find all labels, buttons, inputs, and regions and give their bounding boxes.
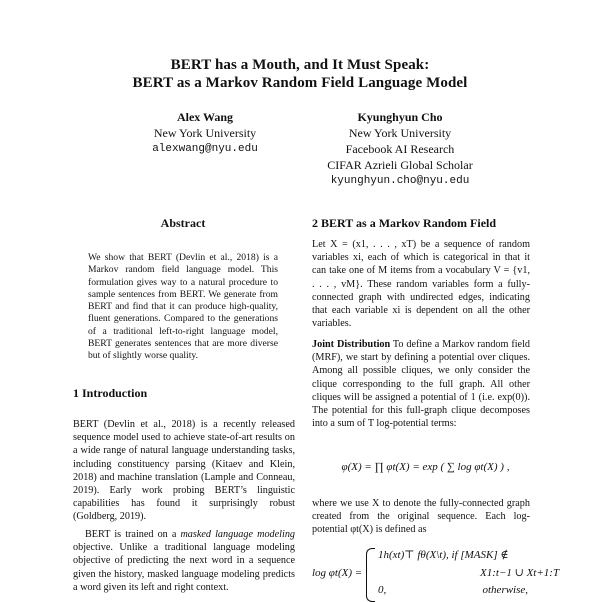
title-line-2: BERT as a Markov Random Field Language Model [132, 75, 468, 91]
author-name: Alex Wang [176, 110, 234, 124]
equation-2-case-2: 0, otherwise, [378, 584, 529, 596]
joint-distribution-paragraph [312, 338, 530, 430]
abstract-heading: Abstract [160, 216, 206, 230]
intro-paragraph-2 [73, 528, 295, 594]
after-equation-text: where we use X to denote the fully-connected graph created from the original sequence. Each log-potential φt(X) is defined as [312, 498, 530, 536]
abstract-text: We show that BERT (Devlin et al., 2018) is a Markov random field language model. This formulation gives way to a natural procedure to sample sentences from BERT. We generate from BERT and find that it can produce high-quality, fluent generations. Compared to the generations of a traditional left-to-right language model, BERT generates sentences that are more diverse but of slightly worse quality. [88, 252, 278, 362]
section-heading-introduction: 1 Introduction [73, 386, 148, 400]
text-run: objective. Unlike a traditional language modeling objective of predicting the next word in a sequence given the history, masked language modeling predicts a word given its left and right context. [73, 542, 295, 593]
paragraph-text: To define a Markov random field (MRF), we start by defining a potential over cliques. Among all possible cliques, we only consider the clique corresponding to the full graph. All other cliques will be assigned a potential of 1 (i.e. exp(0)). The potential for this full-graph clique decomposes into a sum of T log-potential terms: [312, 339, 530, 430]
text-run: BERT is trained on a [85, 529, 181, 540]
equation-1: φ(X) = ∏ φt(X) = exp ( ∑ log φt(X) ) , [341, 461, 510, 473]
equation-2-case-1: 1h(xt)⊤ fθ(X\t), if [MASK] ∉ [378, 549, 509, 561]
author-affiliation: New York University [348, 126, 452, 140]
author-affiliation: Facebook AI Research [345, 142, 455, 156]
equation-2-case-1-condition: X1:t−1 ∪ Xt+1:T [480, 567, 560, 579]
paragraph-heading: Joint Distribution [312, 339, 391, 350]
intro-paragraph-1: BERT (Devlin et al., 2018) is a recently released sequence model used to achieve state-of-art results on a wide range of natural language understanding tasks, including constituency parsing (Kitaev and Klein, 2018) and machine translation (Lample and Conneau, 2019). Early work probing BERT’s linguistic capabilities has found it surprisingly robust (Goldberg, 2019). [73, 419, 295, 523]
section-heading-mrf: 2 BERT as a Markov Random Field [312, 216, 497, 230]
author-2 [300, 109, 500, 189]
title-line-1: BERT has a Mouth, and It Must Speak: [170, 57, 430, 73]
piecewise-brace [366, 548, 375, 602]
author-affiliation: New York University [153, 126, 257, 140]
paper-title [0, 56, 600, 92]
author-1 [110, 109, 300, 157]
author-affiliation: CIFAR Azrieli Global Scholar [327, 158, 473, 172]
emphasis-text: masked language modeling [180, 529, 296, 540]
mrf-paragraph-1: Let X = (x1, . . . , xT) be a sequence of random variables xi, each of which is categorical in that it can take one of M items from a vocabulary V = {v1, . . . , vM}. These random variables form a fully-connected graph with undirected edges, indicating that each variable xi is dependent on all the other variables. [312, 239, 530, 330]
author-email: alexwang@nyu.edu [152, 143, 258, 155]
author-name: Kyunghyun Cho [357, 110, 443, 124]
author-email: kyunghyun.cho@nyu.edu [330, 175, 470, 187]
equation-2-lhs: log φt(X) = [312, 567, 363, 579]
